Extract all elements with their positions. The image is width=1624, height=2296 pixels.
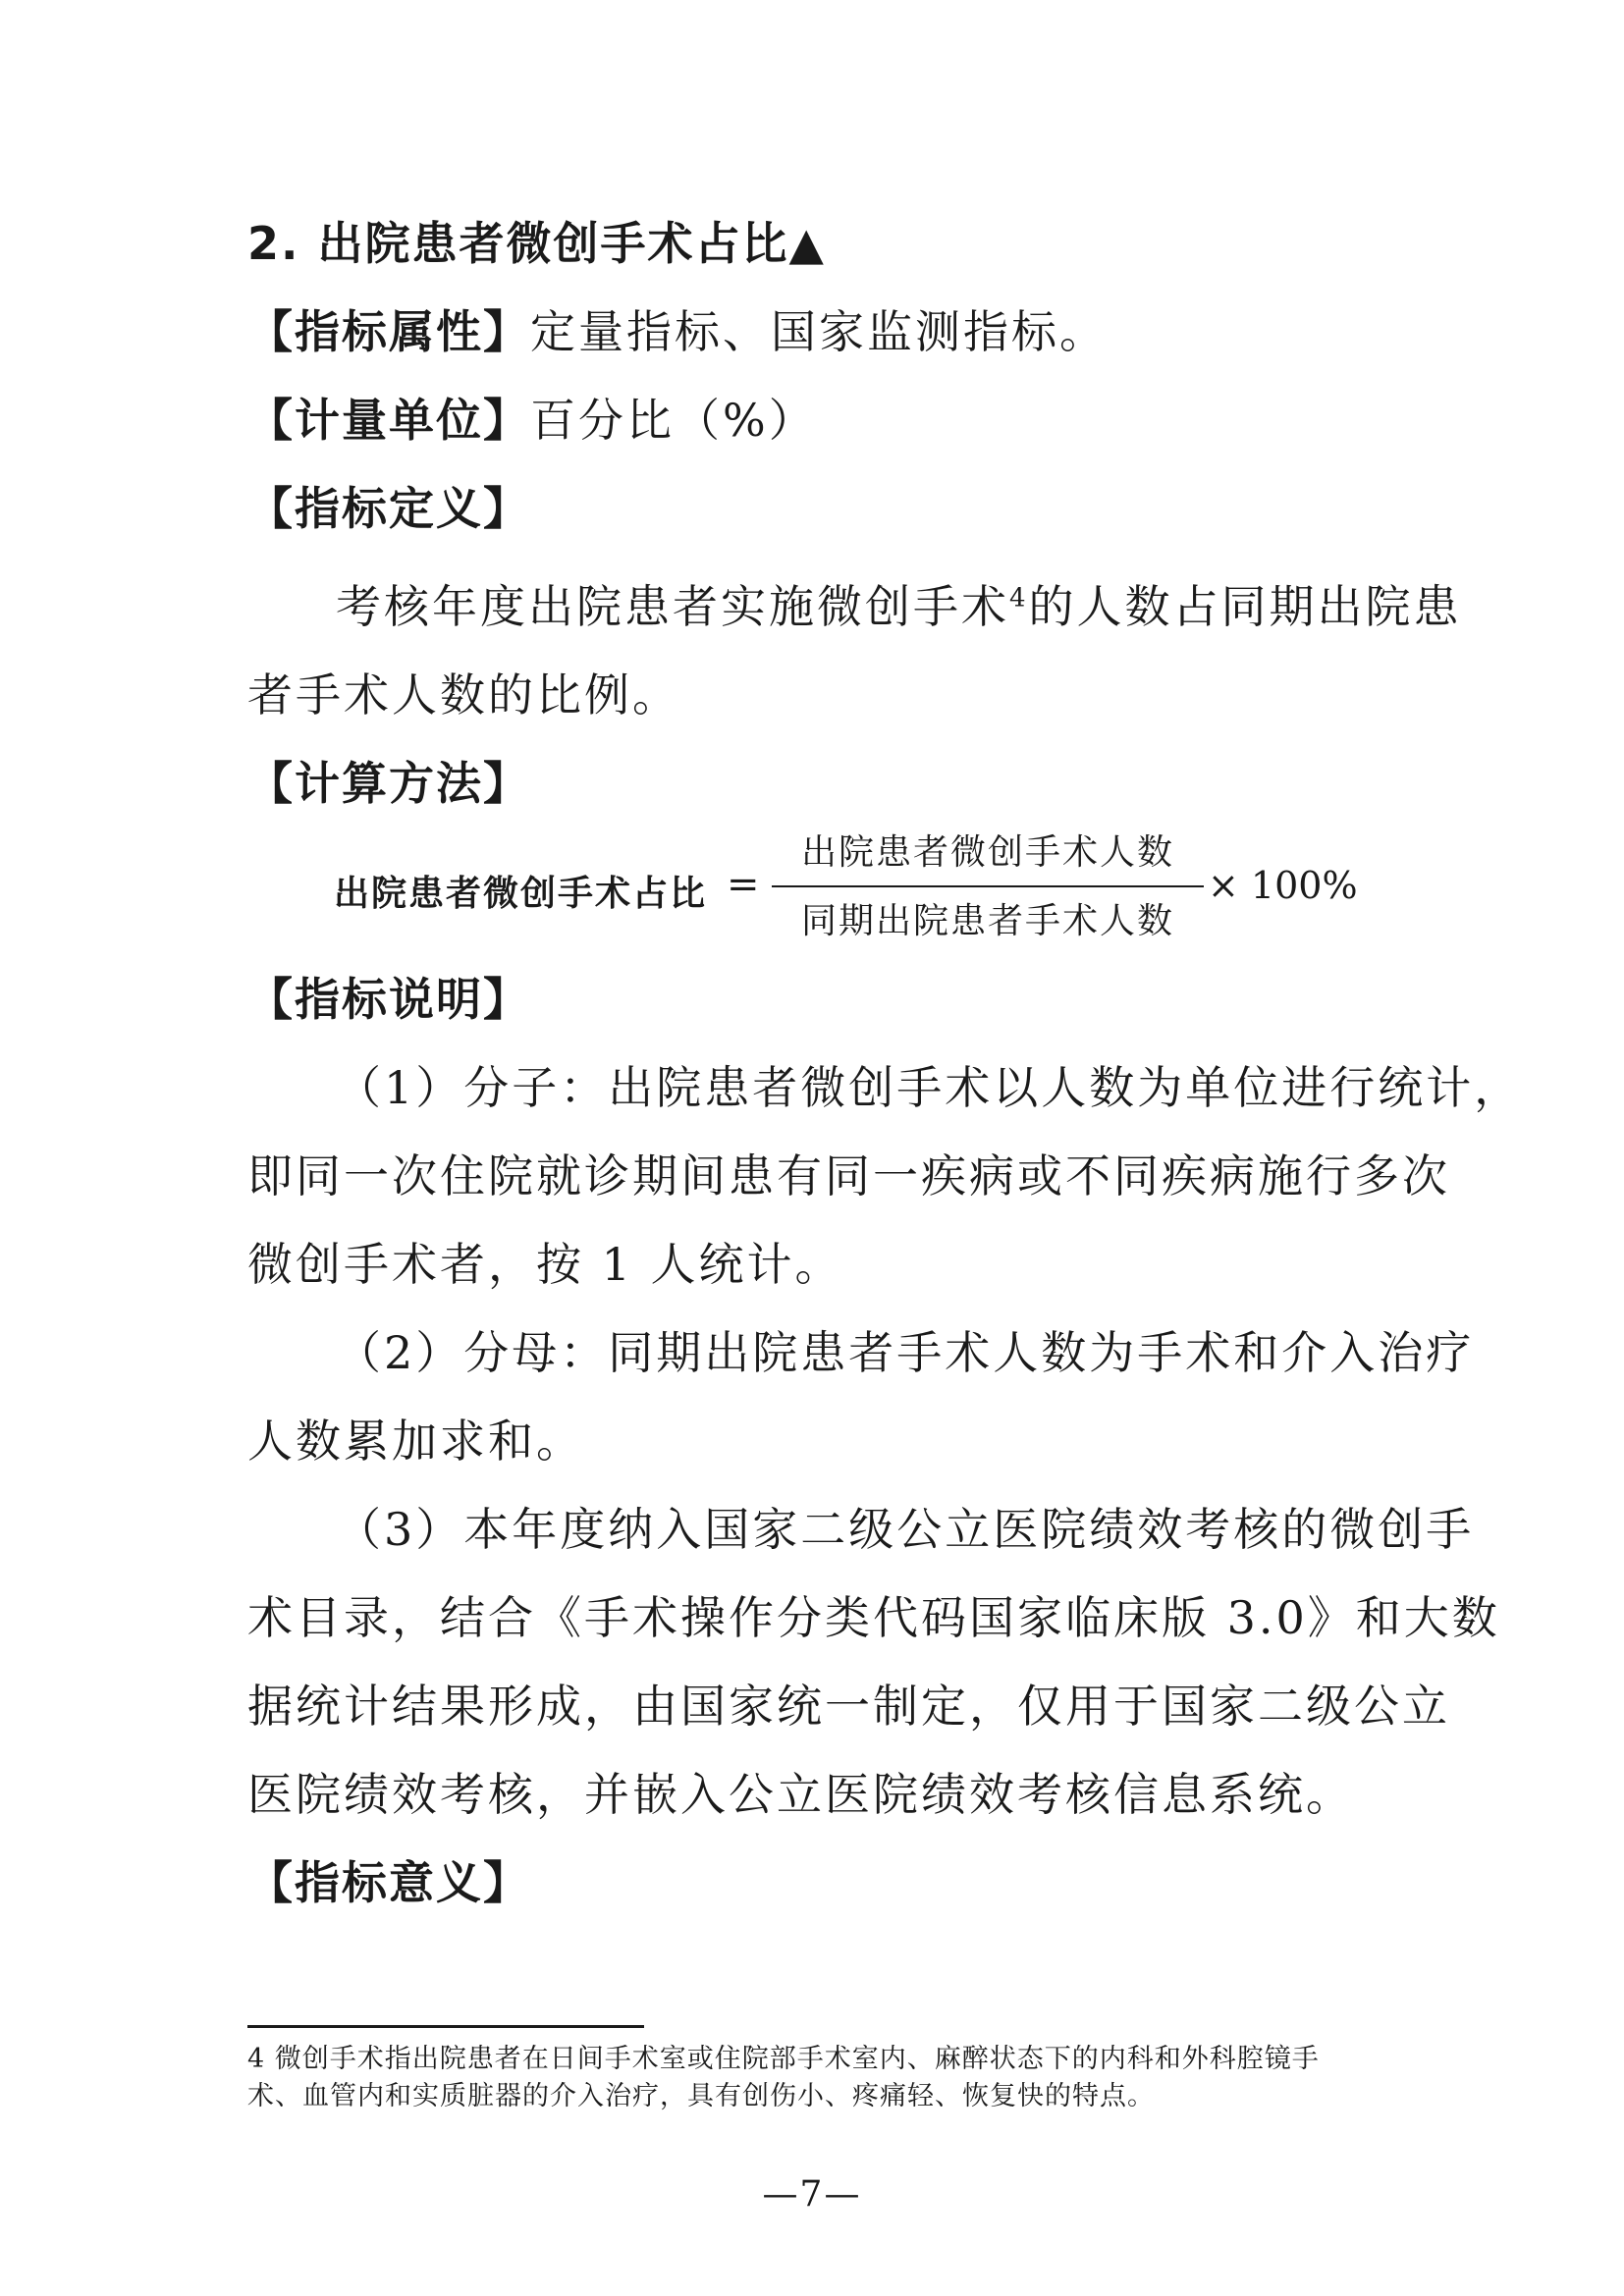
definition-line-1 — [336, 577, 1462, 636]
attributes-row — [247, 302, 1108, 361]
explanation-item2-line2: 人数累加求和。 — [247, 1415, 584, 1468]
explanation-item3-line4: 医院绩效考核，并嵌入公立医院绩效考核信息系统。 — [247, 1768, 1354, 1821]
footnote-divider — [247, 2025, 644, 2028]
calculation-label: 【计算方法】 — [247, 757, 530, 810]
footnote-line-1: 4 微创手术指出院患者在日间手术室或住院部手术室内、麻醉状态下的内科和外科腔镜手 — [247, 2044, 1320, 2074]
definition-text-b: 的人数占同期出院患 — [1028, 580, 1462, 633]
unit-value: 百分比（%） — [530, 394, 817, 447]
calculation-formula — [334, 825, 1358, 952]
explanation-item3-line3: 据统计结果形成，由国家统一制定，仅用于国家二级公立 — [247, 1680, 1450, 1733]
definition-text-a: 考核年度出院患者实施微创手术 — [336, 580, 1009, 633]
explanation-label: 【指标说明】 — [247, 973, 530, 1026]
definition-label: 【指标定义】 — [247, 482, 530, 535]
attributes-label: 【指标属性】 — [247, 305, 530, 358]
definition-line-2: 者手术人数的比例。 — [247, 668, 680, 721]
explanation-item1-line3: 微创手术者，按 1 人统计。 — [247, 1238, 843, 1291]
section-title: 2. 出院患者微创手术占比▲ — [247, 217, 826, 270]
significance-label: 【指标意义】 — [247, 1856, 530, 1909]
unit-label: 【计量单位】 — [247, 394, 530, 447]
formula-numerator: 出院患者微创手术人数 — [800, 832, 1174, 873]
footnote-ref: 4 — [1009, 583, 1029, 614]
formula-multiplier: × 100% — [1208, 864, 1358, 907]
formula-equals: = — [727, 862, 760, 907]
explanation-item2-line1: （2）分母：同期出院患者手术人数为手术和介入治疗 — [336, 1326, 1475, 1379]
formula-lhs: 出院患者微创手术占比 — [334, 874, 708, 914]
unit-row — [247, 391, 817, 450]
fraction-bar — [772, 885, 1204, 887]
explanation-item3-line2: 术目录，结合《手术操作分类代码国家临床版 3.0》和大数 — [247, 1591, 1500, 1644]
attributes-value: 定量指标、国家监测指标。 — [530, 305, 1108, 358]
explanation-item1-line1: （1）分子：出院患者微创手术以人数为单位进行统计， — [336, 1061, 1523, 1114]
footnote-line-2: 术、血管内和实质脏器的介入治疗，具有创伤小、疼痛轻、恢复快的特点。 — [247, 2081, 1155, 2111]
explanation-item3-line1: （3）本年度纳入国家二级公立医院绩效考核的微创手 — [336, 1503, 1475, 1556]
page-number: —7— — [762, 2174, 862, 2215]
formula-denominator: 同期出院患者手术人数 — [800, 901, 1174, 941]
explanation-item1-line2: 即同一次住院就诊期间患有同一疾病或不同疾病施行多次 — [247, 1149, 1450, 1202]
